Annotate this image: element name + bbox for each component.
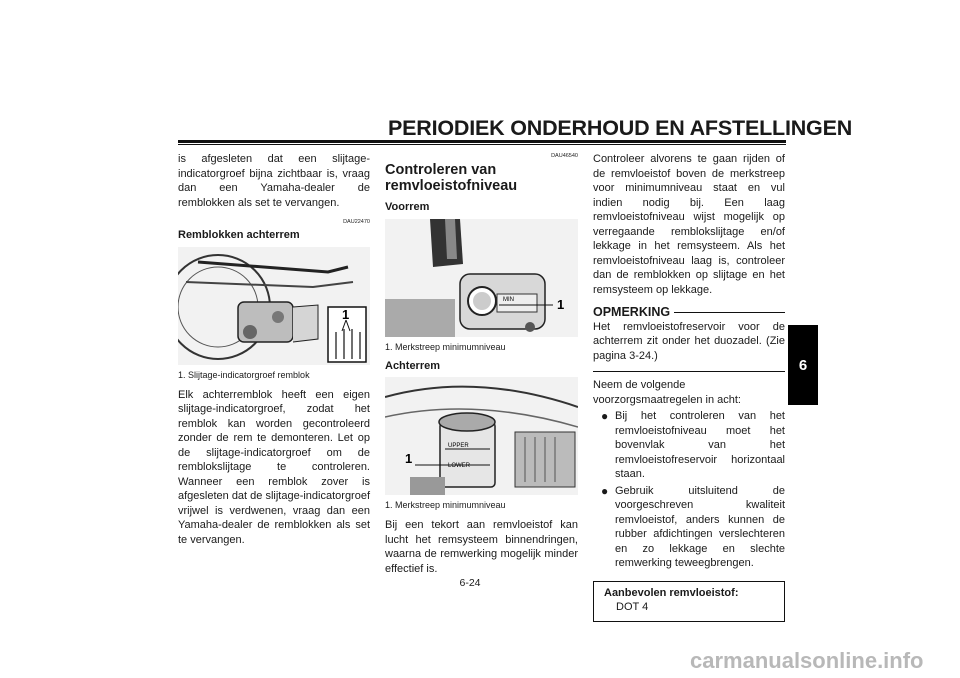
- bullet-text: Gebruik uitsluitend de voorgeschreven kwaliteit remvloeistof, anders kunnen de rubber afdichtingen verslechteren en zo lekkage en slechte remwerking teweegbrengen.: [615, 484, 785, 569]
- page-title: PERIODIEK ONDERHOUD EN AFSTELLINGEN: [388, 116, 853, 140]
- bullet-icon: ●: [601, 483, 609, 498]
- rear-reservoir-label: 1: [405, 451, 413, 466]
- column-3: [593, 152, 785, 622]
- rear-brake-title: Achterrem: [385, 359, 441, 372]
- front-figure-caption: 1. Merkstreep minimumniveau: [385, 341, 506, 352]
- front-reservoir-illustration: [385, 219, 578, 337]
- header-rule: [178, 140, 786, 143]
- note-title: OPMERKING: [593, 305, 671, 319]
- list-item: [601, 409, 785, 482]
- spec-box: [593, 581, 785, 622]
- note-end-rule: [593, 371, 785, 372]
- chapter-tab[interactable]: [788, 325, 818, 405]
- section-title-rear-pads: Remblokken achterrem: [178, 229, 300, 241]
- lower-mark-label: LOWER: [448, 463, 471, 469]
- spec-value: DOT 4: [616, 601, 649, 613]
- note-text: Het remvloeistofreservoir voor de achterrem zit onder het duozadel. (Zie pagina 3-24.): [593, 320, 785, 362]
- column-1: [178, 152, 370, 547]
- upper-mark-label: UPPER: [448, 443, 469, 449]
- chapter-number: 6: [798, 356, 808, 374]
- rear-brake-illustration: [178, 247, 370, 365]
- rear-reservoir-illustration: [385, 377, 578, 495]
- rear-figure-label: 1: [342, 306, 350, 322]
- note-rule: [674, 312, 785, 313]
- spec-title: Aanbevolen remvloeistof:: [604, 586, 739, 599]
- bullet-text: Bij het controleren van het remvloeistofniveau moet het bovenvlak van het remvloeistofreservoir horizontaal staan.: [615, 410, 785, 480]
- min-mark-label: MIN: [503, 296, 514, 303]
- figure-caption: 1. Slijtage-indicatorgroef remblok: [178, 369, 310, 380]
- rear-pads-body: Elk achterremblok heeft een eigen slijtage-indicatorgroef, zodat het remblok kan worden gecontroleerd zonder de rem te demonteren. Let op de slijtage-indicatorgroef om de remblokslijtage te controleren. Wanneer een remblok zover is afgesleten dat de slijtage-indicatorgroef vrijwel is verdwenen, vraag dan een Yamaha-dealer de remblokken als set te vervangen.: [178, 388, 371, 546]
- front-brake-title: Voorrem: [385, 201, 430, 213]
- fluid-body: Bij een tekort aan remvloeistof kan lucht het remsysteem binnendringen, waarna de remwerking mogelijk minder effectief is.: [385, 519, 578, 575]
- doc-code: DAU46540: [551, 153, 578, 159]
- precautions-intro: Neem de volgende voorzorgsmaatregelen in acht:: [593, 379, 741, 406]
- rear-figure-caption: 1. Merkstreep minimumniveau: [385, 500, 506, 510]
- page-number: 6-24: [459, 577, 481, 589]
- intro-paragraph: is afgesleten dat een slijtage-indicatorgroef bijna zichtbaar is, vraag dan een Yamaha-dealer de remblokken als set te vervangen.: [178, 153, 370, 209]
- rear-reservoir-figure: [385, 377, 578, 495]
- column-2: [385, 152, 578, 576]
- list-item: [601, 484, 785, 571]
- front-reservoir-figure: [385, 219, 578, 337]
- header-rule-thin: [178, 144, 786, 145]
- rear-brake-pad-figure: [178, 247, 370, 365]
- note-heading: [593, 305, 785, 320]
- front-figure-label: 1: [557, 296, 565, 312]
- watermark[interactable]: carmanualsonline.info: [690, 648, 924, 673]
- bullet-icon: ●: [601, 409, 609, 423]
- check-paragraph: Controleer alvorens te gaan rijden of de remvloeistof boven de merkstreep voor minimumniveau staat en vul indien nodig bij. Een laag remvloeistofniveau wijst mogelijk op verregaande remblokslijtage en/of lekkage in het remsysteem. Als het remvloeistofniveau laag is, controleer dan de remblokken op slijtage en het remsysteem op lekkage.: [593, 153, 785, 296]
- doc-code: DAU22470: [343, 219, 370, 225]
- section-title-fluid: Controleren van remvloeistofniveau: [385, 162, 518, 194]
